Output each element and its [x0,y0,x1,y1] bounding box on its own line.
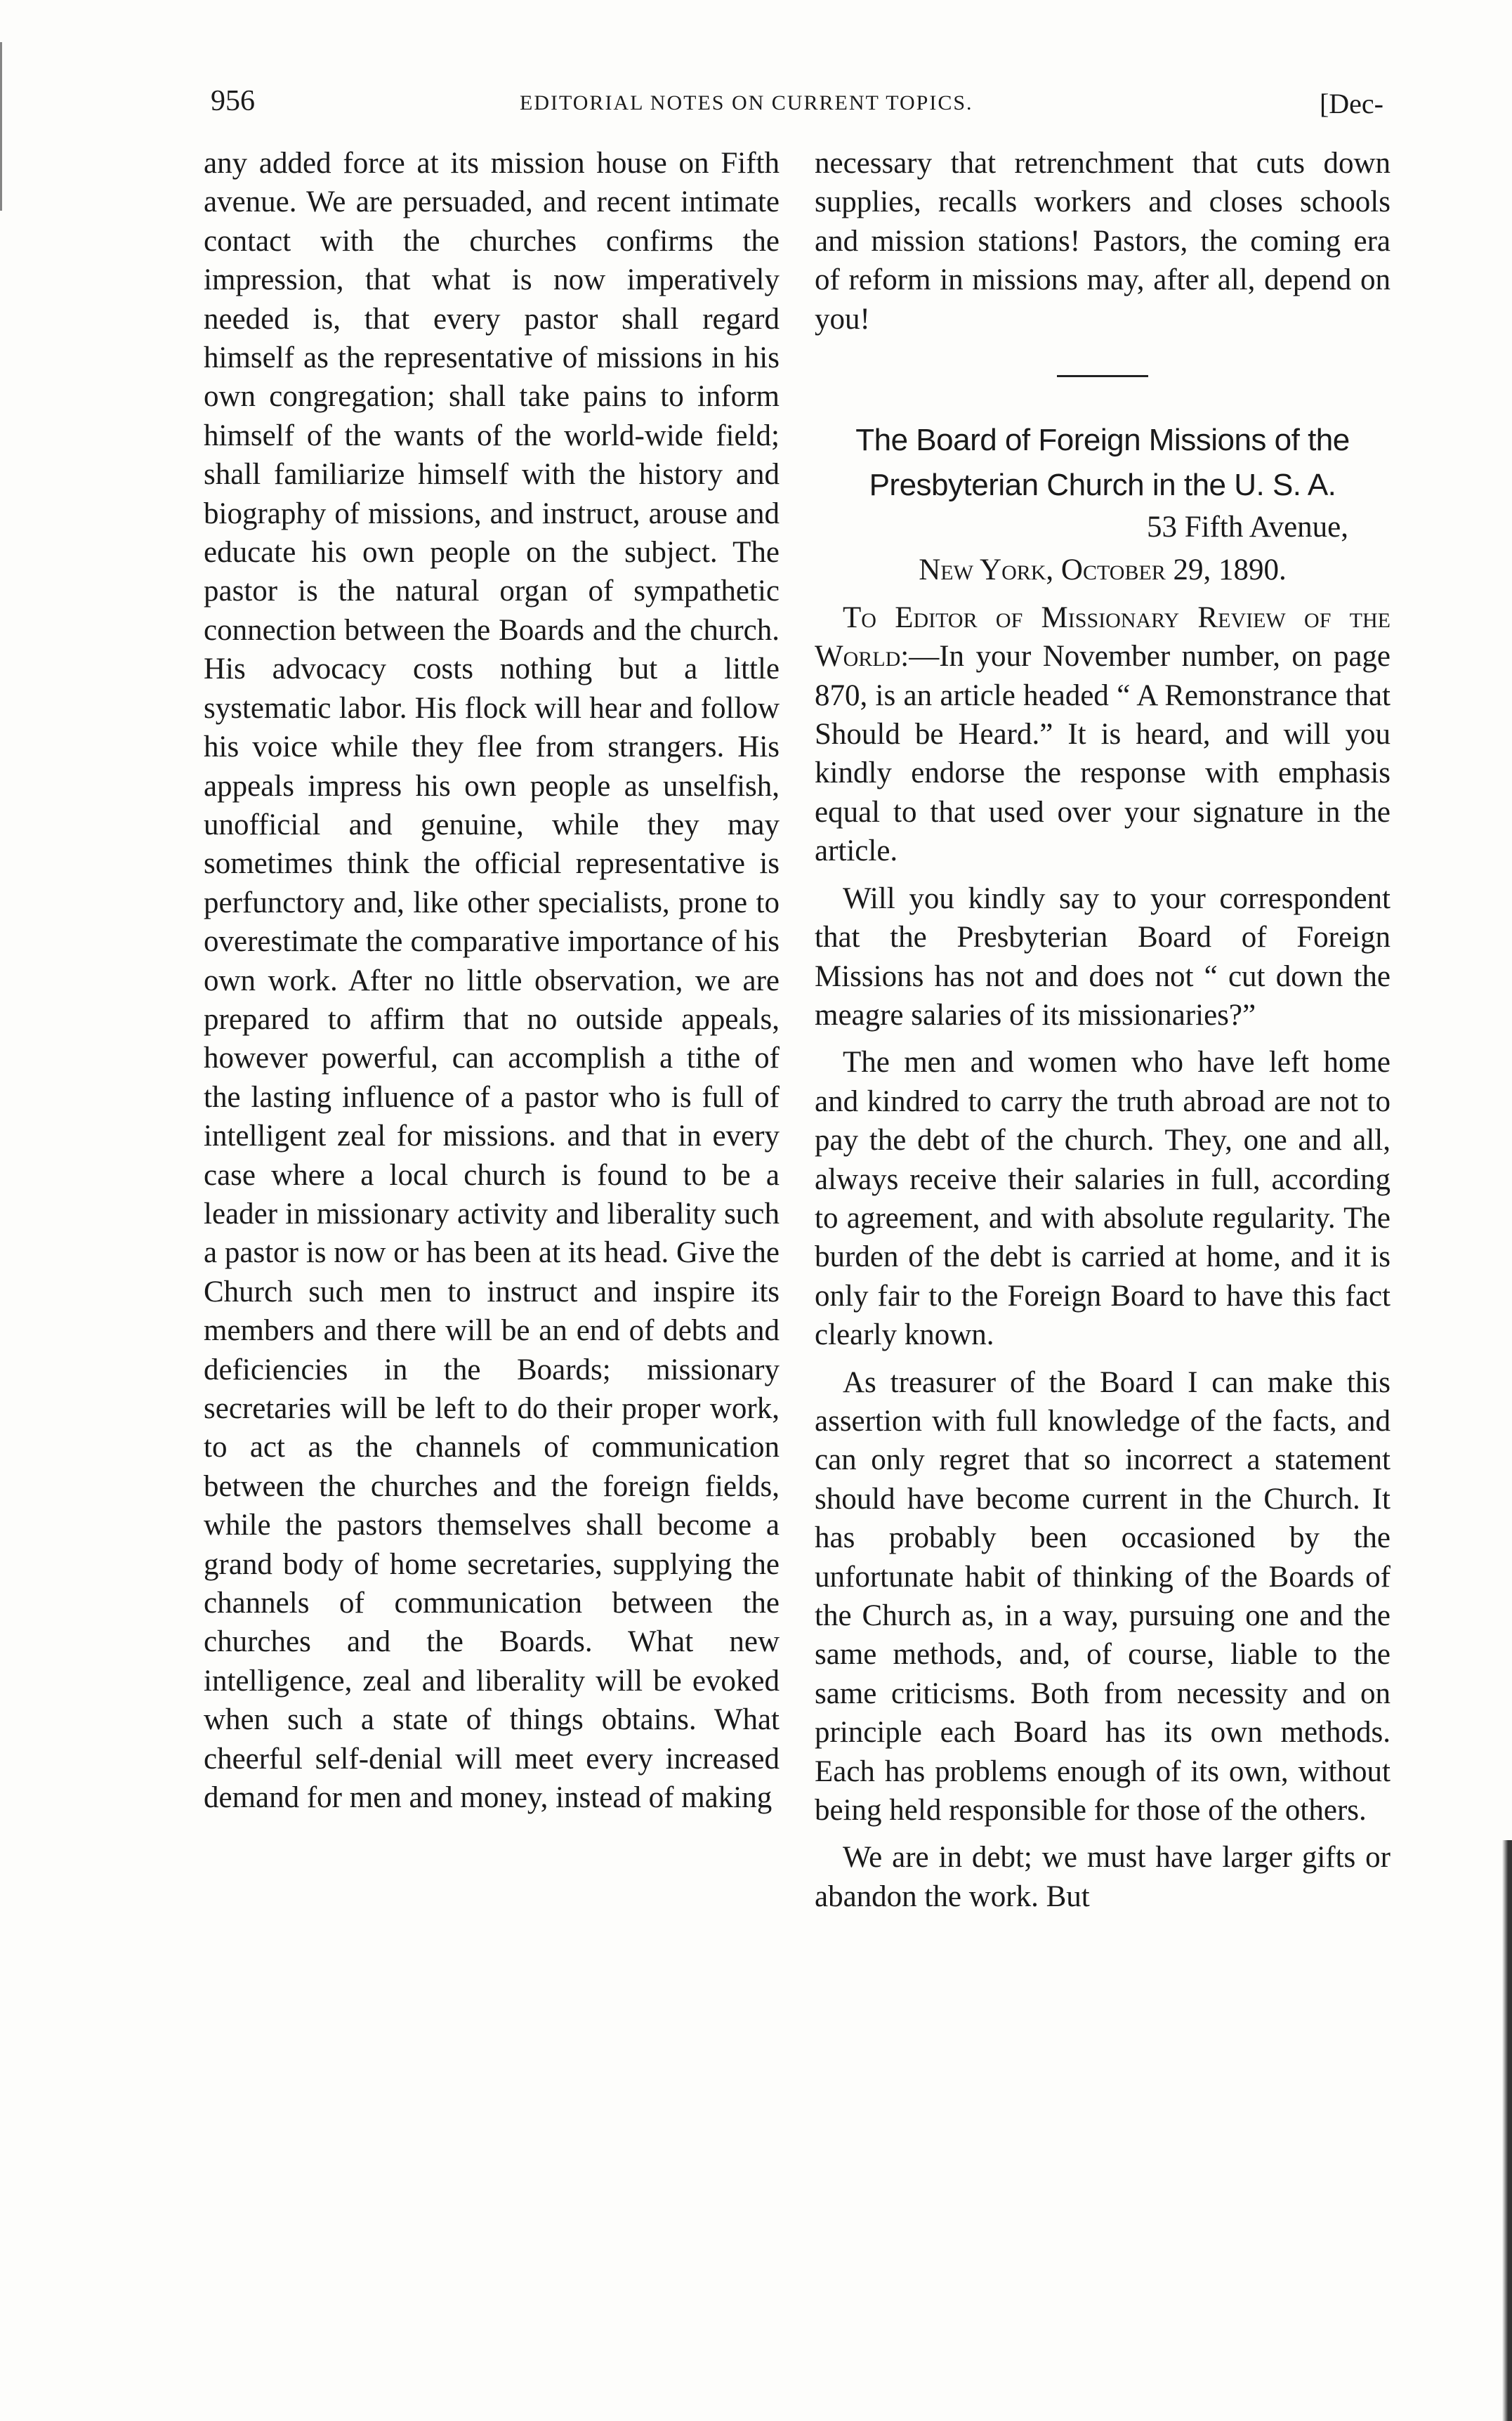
scan-edge-right [1502,1840,1512,2421]
letter-paragraph-3: The men and women who have left home and kindred to carry the truth abroad are not to pay the debt of the church. They, one and all, always receive their salaries in full, according to agreement, and with absolute regularity. The burden of the debt is carried at home, and it is only fair to the Foreign Board to have this fact clearly known. [815,1046,1391,1352]
letter-paragraph-5: We are in debt; we must have larger gifts or abandon the work. But [815,1841,1391,1913]
left-paragraph: any added force at its mission house on Fifth avenue. We are persuaded, and recent intimate contact with the churches confirms the impression, that what is now imperatively needed is, that every pastor shall regard himself as the representative of missions in his own congregation; shall take pains to inform himself of the wants of the world-wide field; shall familiarize himself with the history and biography of missions, and instruct, arouse and educate his own people on the subject. The pastor is the natural organ of sympathetic connection between the Boards and the church. His advocacy costs nothing but a little systematic labor. His flock will hear and follow his voice while they flee from strangers. His appeals impress his own people as unselfish, unofficial and genuine, while they may sometimes think the official representative is perfunctory and, like other specialists, prone to overestimate the comparative importance of his own work. After no little observation, we are prepared to affirm that no outside appeals, however powerful, can accomplish a tithe of the lasting influence of a pastor who is full of intelligent zeal for missions. and that in every case where a local church is found to be a leader in missionary activity and liberality such a pastor is now or has been at its head. Give the Church such men to instruct and inspire its members and there will be an end of debts and deficiencies in the Boards; missionary secretaries will be left to do their proper work, to act as the channels of communication between the churches and the foreign fields, while the pastors themselves shall become a grand body of home secretaries, supplying the channels of communication between the churches and the Boards. What new intelligence, zeal and liberality will be evoked when such a state of things obtains. What cheerful self-denial will meet every increased demand for men and money, instead of making [204,147,780,1815]
heading-line-1: The Board of Foreign Missions of the [855,423,1350,458]
page-number: 956 [211,85,255,117]
continuation-paragraph: necessary that retrenchment that cuts down supplies, recalls workers and closes schools and mission stations! Pastors, the coming era of reform in missions may, after all, depend on you! [815,147,1391,336]
letter-paragraph-1-body: :—In your November number, on page 870, is an article headed “ A Remonstrance that Should be Heard.” It is heard, and will you kindly endorse the response with emphasis equal to that used over your signature in the article. [815,640,1391,868]
scan-edge-left [0,42,12,211]
running-title: EDITORIAL NOTES ON CURRENT TOPICS. [520,91,973,114]
right-column [815,144,1391,1916]
letter-paragraph-2: Will you kindly say to your correspondent that the Presbyterian Board of Foreign Missions has not and does not “ cut down the meagre salaries of its missionaries?” [815,881,1391,1032]
letter-heading [815,418,1391,508]
letter-address: 53 Fifth Avenue, [1146,511,1348,544]
letter-paragraph-1 [815,598,1391,871]
heading-line-2: Presbyterian Church in the U. S. A. [869,468,1336,503]
left-column [204,144,780,1817]
page-header [211,84,1383,126]
letter-paragraph-4: As treasurer of the Board I can make this assertion with full knowledge of the facts, and can only regret that so incorrect a statement should have become current in the Church. It has probably been occasioned by the unfortunate habit of thinking of the Boards of the Church as, in a way, pursuing one and the same methods, and, of course, liable to the same criticisms. Both from necessity and on principle each Board has its own methods. Each has problems enough of its own, without being held responsible for those of the others. [815,1365,1391,1828]
section-rule [1057,375,1148,377]
letter-dateline: New York, October 29, 1890. [919,553,1287,587]
running-month: [Dec- [1319,88,1383,119]
salutation: To Editor of Missionary Review of the World [815,601,1391,674]
